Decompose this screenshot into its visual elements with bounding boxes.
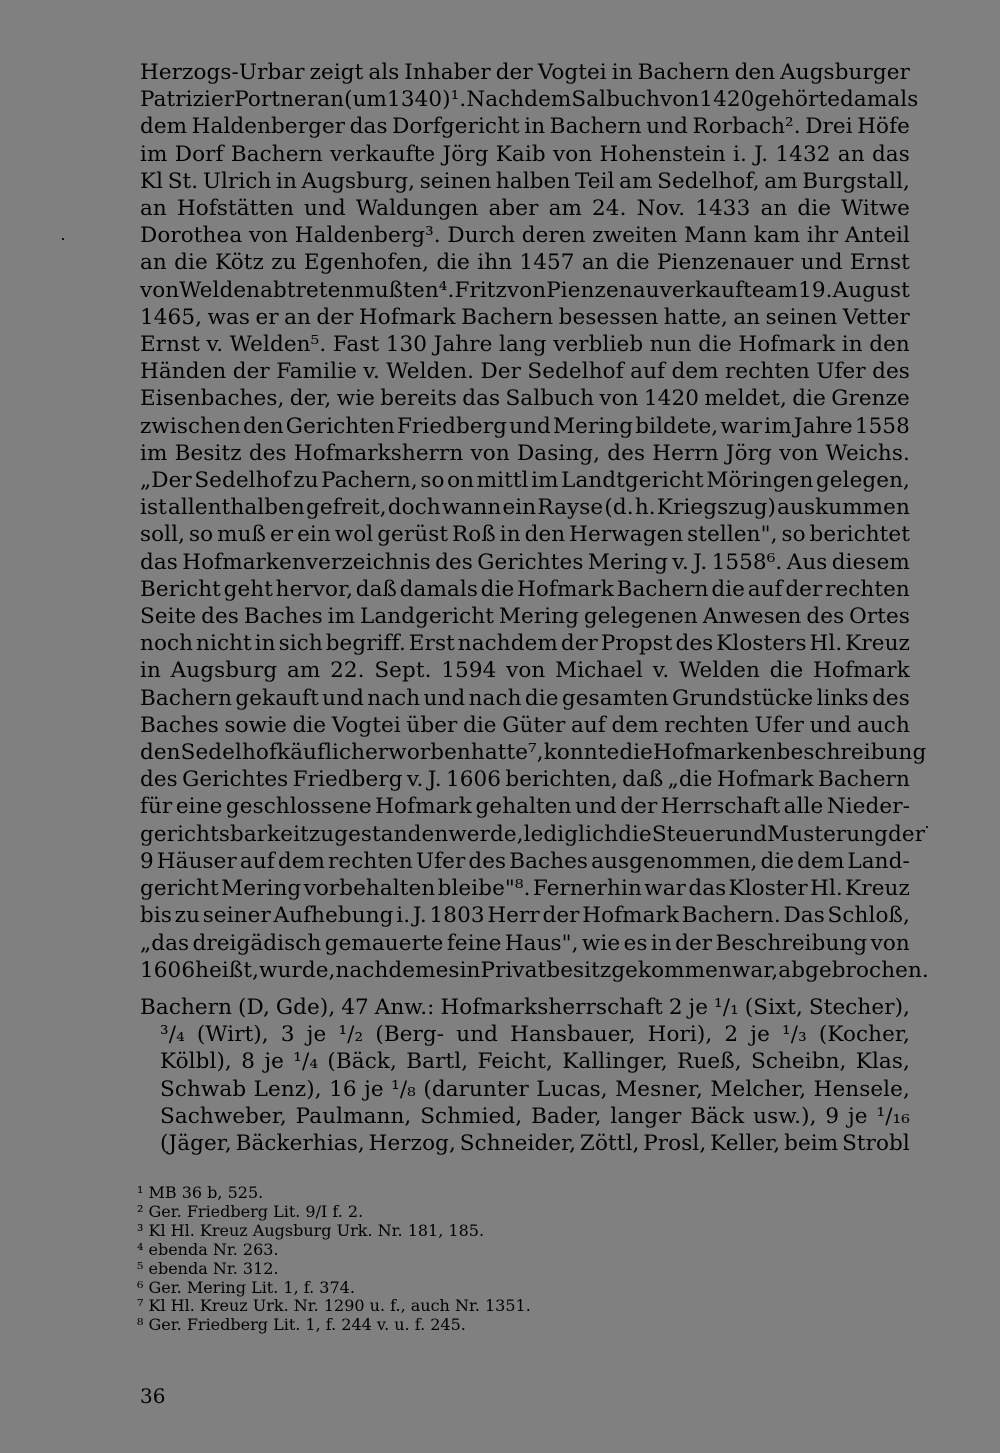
body-paragraph xyxy=(140,59,929,984)
text-line: im Dorf Bachern verkaufte Jörg Kaib von Hohenstein i. J. 1432 an das xyxy=(140,141,910,167)
text-line: dem Haldenberger das Dorfgericht in Bachern und Rorbach². Drei Höfe xyxy=(140,114,910,140)
text-line: zwischen den Gerichten Friedberg und Mering bildete, war im Jahre 1558 xyxy=(140,413,910,439)
text-line: gericht Mering vorbehalten bleibe"⁸. Fernerhin war das Kloster Hl. Kreuz xyxy=(140,876,910,902)
text-line: im Besitz des Hofmarksherrn von Dasing, des Herrn Jörg von Weichs. xyxy=(140,440,910,466)
text-line: 1606 heißt, wurde, nachdem es in Privatbesitz gekommen war, abgebrochen. xyxy=(140,957,929,983)
text-line: Schwab Lenz), 16 je ¹/₈ (darunter Lucas, Mesner, Melcher, Hensele, xyxy=(160,1076,910,1102)
text-line: Herzogs-Urbar zeigt als Inhaber der Vogtei in Bachern den Augsburger xyxy=(140,60,910,85)
text-line: Seite des Baches im Landgericht Mering gelegenen Anwesen des Ortes xyxy=(140,604,910,630)
text-line: für eine geschlossene Hofmark gehalten und der Herrschaft alle Nieder- xyxy=(140,794,910,820)
footnote: ⁵ ebenda Nr. 312. xyxy=(137,1258,279,1278)
text-line: ³/₄ (Wirt), 3 je ¹/₂ (Berg- und Hansbauer, Hori), 2 je ¹/₃ (Kocher, xyxy=(160,1022,910,1048)
page-number: 36 xyxy=(140,1384,166,1408)
text-line: des Gerichtes Friedberg v. J. 1606 berichten, daß „die Hofmark Bachern xyxy=(140,767,910,793)
text-line: „das dreigädisch gemauerte feine Haus", wie es in der Beschreibung von xyxy=(140,930,910,956)
text-line: Patrizier Portner an (um 1340)¹. Nach dem Salbuch von 1420 gehörte damals xyxy=(140,87,919,113)
text-line: bis zu seiner Aufhebung i. J. 1803 Herr der Hofmark Bachern. Das Schloß, xyxy=(140,903,910,929)
footnote: ³ Kl Hl. Kreuz Augsburg Urk. Nr. 181, 185. xyxy=(137,1220,485,1240)
text-line: Kölbl), 8 je ¹/₄ (Bäck, Bartl, Feicht, Kallinger, Rueß, Scheibn, Klas, xyxy=(160,1049,910,1075)
text-line: den Sedelhof käuflich erworben hatte⁷, konnte die Hofmarkenbeschreibung xyxy=(140,740,927,766)
text-line: (Jäger, Bäckerhias, Herzog, Schneider, Zöttl, Prosl, Keller, beim Strobl xyxy=(160,1131,910,1157)
scan-speck xyxy=(62,238,64,240)
text-line: Sachweber, Paulmann, Schmied, Bader, langer Bäck usw.), 9 je ¹/₁₆ xyxy=(160,1103,910,1129)
text-line: Ernst v. Welden⁵. Fast 130 Jahre lang verblieb nun die Hofmark in den xyxy=(140,332,910,358)
text-line: gerichtsbarkeit zugestanden werde, lediglich die Steuer und Musterung der xyxy=(140,821,926,847)
footnotes xyxy=(137,1184,657,1335)
footnote: ¹ MB 36 b, 525. xyxy=(137,1183,264,1202)
footnote: ⁸ Ger. Friedberg Lit. 1, f. 244 v. u. f. 245. xyxy=(137,1315,466,1335)
text-line: an Hofstätten und Waldungen aber am 24. Nov. 1433 an die Witwe xyxy=(140,196,910,222)
text-line: noch nicht in sich begriff. Erst nachdem der Propst des Klosters Hl. Kreuz xyxy=(140,631,910,657)
text-line: von Welden abtreten mußten⁴. Fritz von Pienzenau verkaufte am 19. August xyxy=(140,277,910,303)
scan-speck xyxy=(926,826,928,828)
text-line: ist allenthalben gefreit, doch wann ein Rayse (d. h. Kriegszug) auskummen xyxy=(140,495,910,521)
text-line: Händen der Familie v. Welden. Der Sedelhof auf dem rechten Ufer des xyxy=(140,359,910,385)
text-line: „Der Sedelhof zu Pachern, so on mittl im Landtgericht Möringen gelegen, xyxy=(140,468,910,494)
footnote: ⁶ Ger. Mering Lit. 1, f. 374. xyxy=(137,1277,355,1297)
text-line: Kl St. Ulrich in Augsburg, seinen halben Teil am Sedelhof, am Burgstall, xyxy=(140,168,910,194)
text-line: in Augsburg am 22. Sept. 1594 von Michael v. Welden die Hofmark xyxy=(140,658,910,684)
footnote: ⁴ ebenda Nr. 263. xyxy=(137,1239,279,1259)
footnote: ⁷ Kl Hl. Kreuz Urk. Nr. 1290 u. f., auch Nr. 1351. xyxy=(137,1296,531,1316)
text-line: 1465, was er an der Hofmark Bachern besessen hatte, an seinen Vetter xyxy=(140,304,910,330)
text-line: Baches sowie die Vogtei über die Güter auf dem rechten Ufer und auch xyxy=(140,712,910,738)
text-line: soll, so muß er ein wol gerüst Roß in den Herwagen stellen", so berichtet xyxy=(140,522,910,548)
text-line: Dorothea von Haldenberg³. Durch deren zweiten Mann kam ihr Anteil xyxy=(140,223,910,249)
register-entry-paragraph xyxy=(140,994,910,1157)
text-line: Bachern gekauft und nach und nach die gesamten Grundstücke links des xyxy=(140,685,910,711)
text-line: Bachern (D, Gde), 47 Anw.: Hofmarksherrschaft 2 je ¹/₁ (Sixt, Stecher), xyxy=(140,995,910,1020)
text-line: Bericht geht hervor, daß damals die Hofmark Bachern die auf der rechten xyxy=(140,576,910,602)
text-line: 9 Häuser auf dem rechten Ufer des Baches ausgenommen, die dem Land- xyxy=(140,848,910,874)
footnote: ² Ger. Friedberg Lit. 9/I f. 2. xyxy=(137,1201,364,1221)
text-line: Eisenbaches, der, wie bereits das Salbuch von 1420 meldet, die Grenze xyxy=(140,386,910,412)
text-line: das Hofmarkenverzeichnis des Gerichtes Mering v. J. 1558⁶. Aus diesem xyxy=(140,549,910,575)
text-line: an die Kötz zu Egenhofen, die ihn 1457 an die Pienzenauer und Ernst xyxy=(140,250,910,276)
